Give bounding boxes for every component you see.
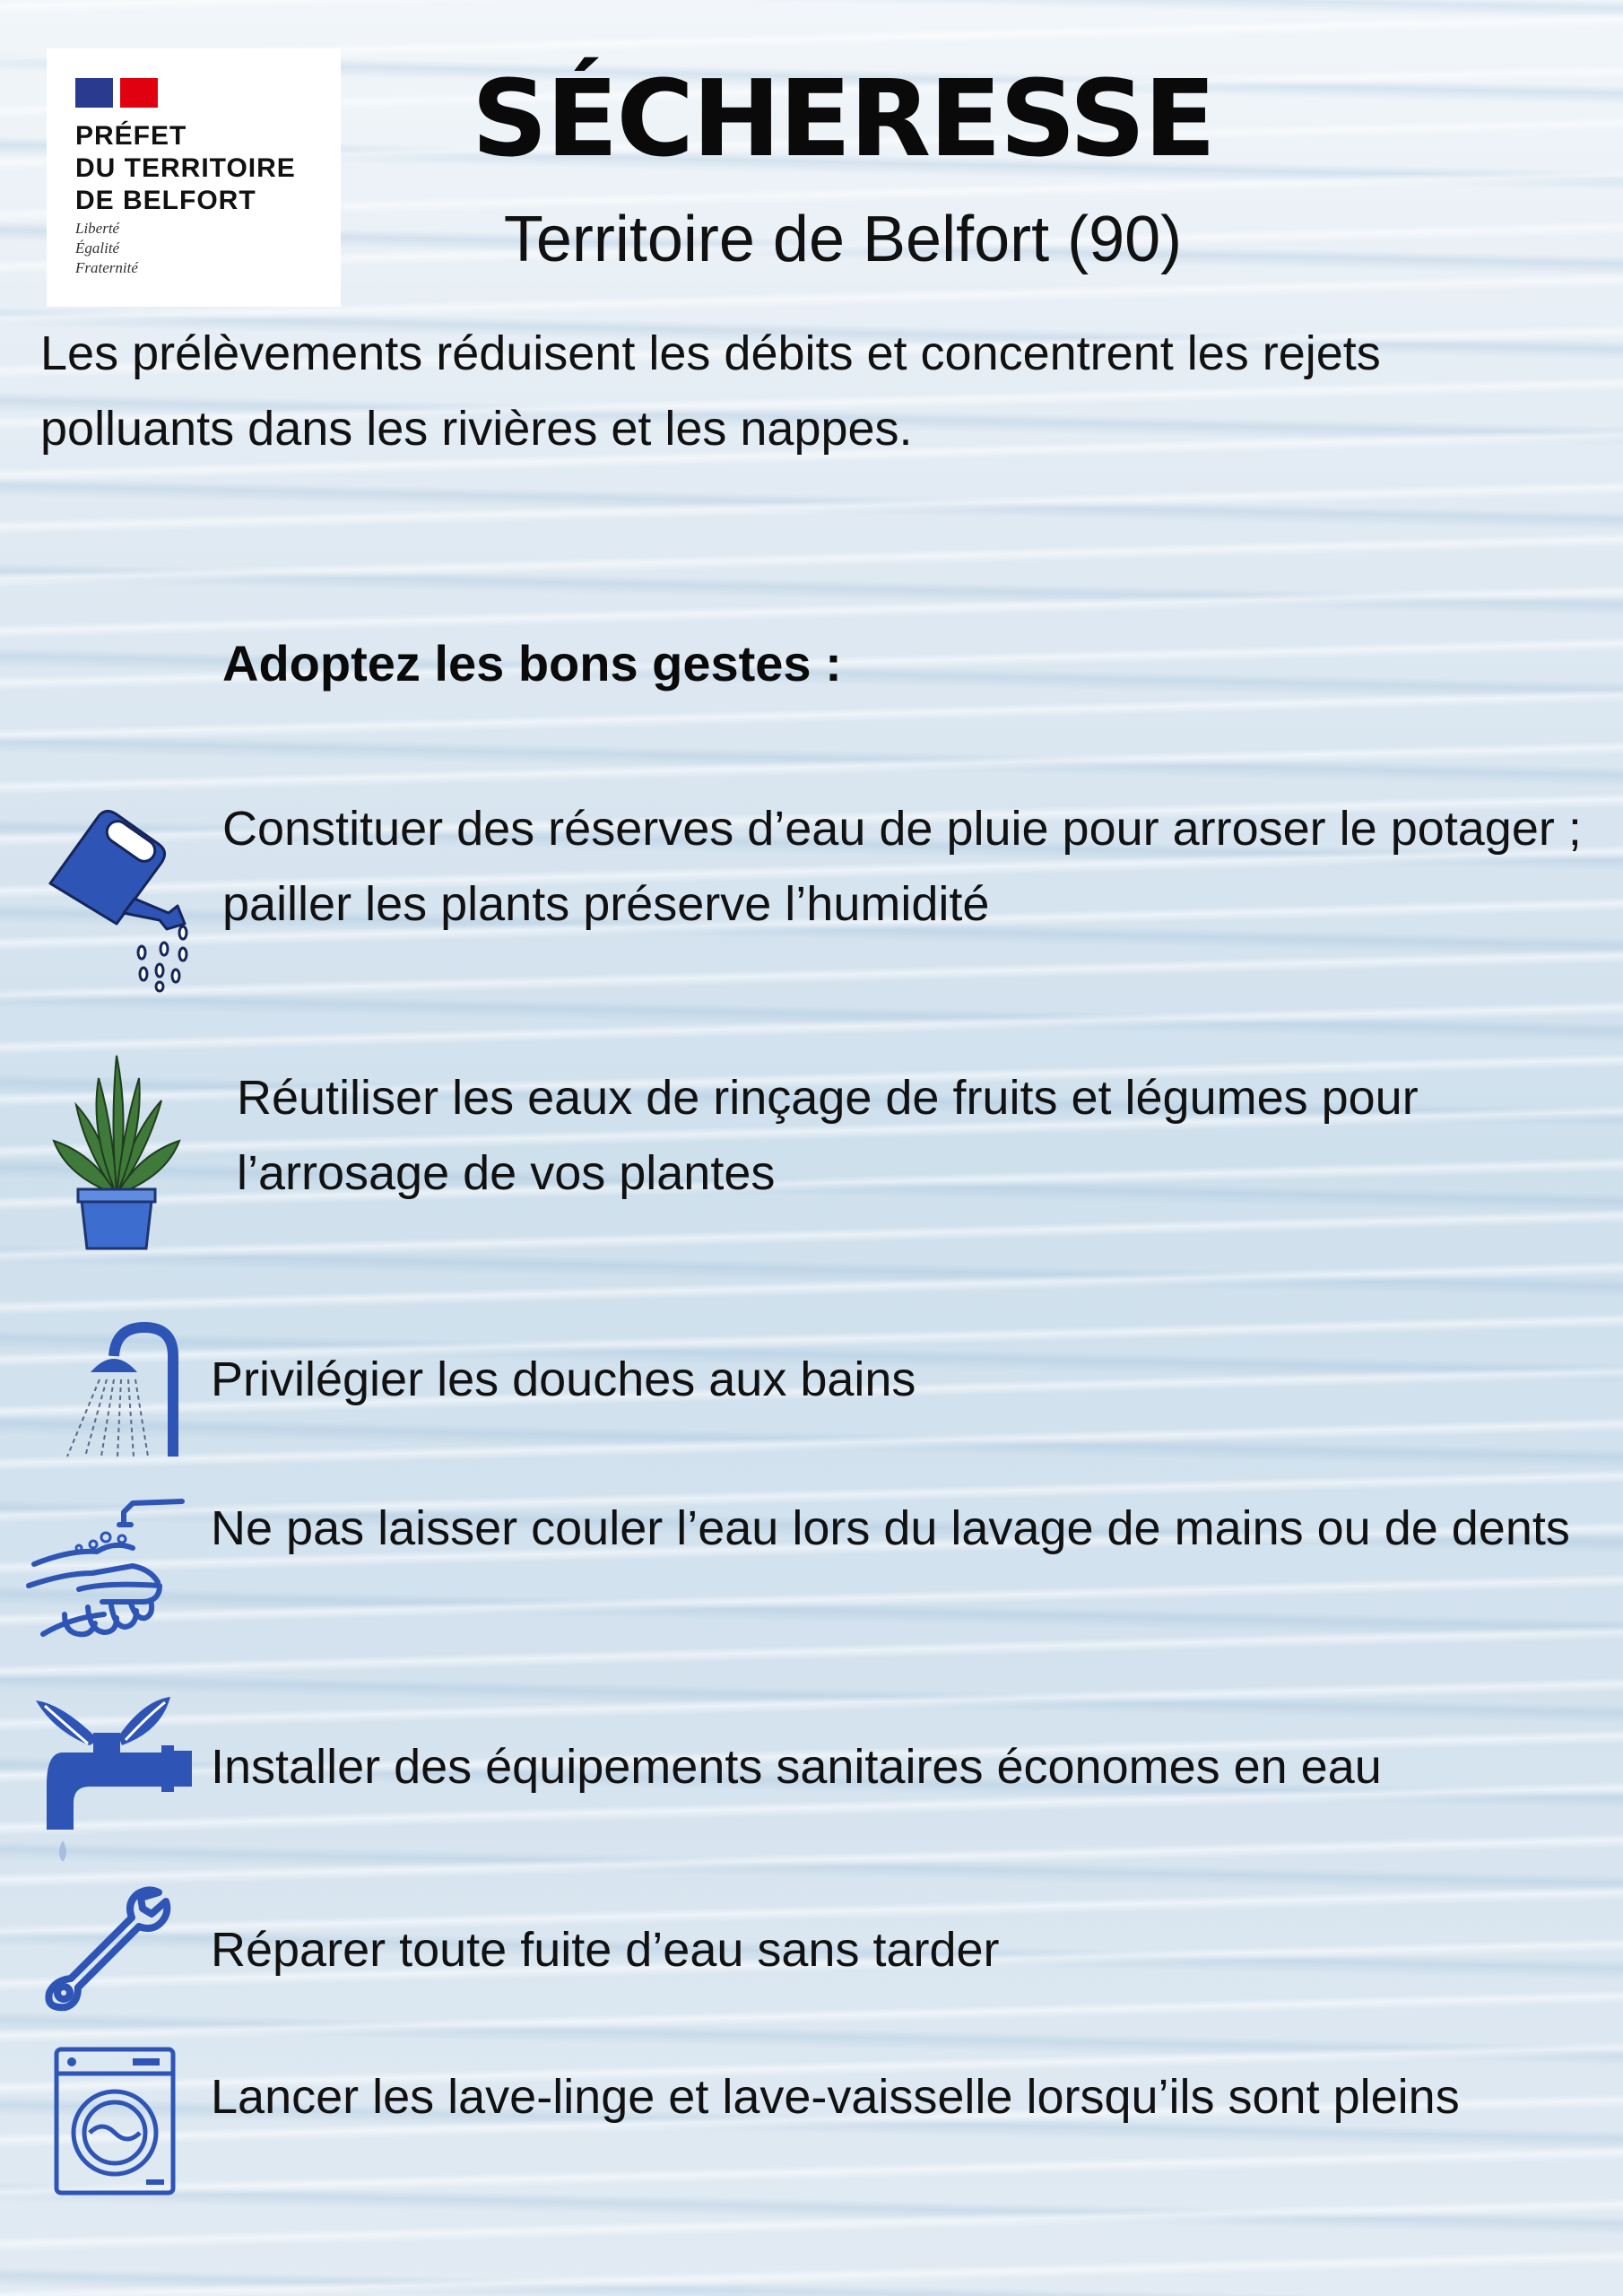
hand-washing-icon [25, 1496, 187, 1657]
page-title: SÉCHERESSE [471, 57, 1215, 180]
tip-reuse-rinse-water: Réutiliser les eaux de rinçage de fruits et légumes pour l’arrosage de vos plantes [237, 1071, 1419, 1200]
french-flag-icon [75, 78, 158, 108]
tip-repair-leaks: Réparer toute fuite d’eau sans tarder [211, 1923, 1000, 1977]
watering-can-icon [34, 798, 195, 996]
potted-plant-icon [49, 1051, 184, 1253]
washing-machine-icon [52, 2047, 178, 2199]
section-heading: Adoptez les bons gestes : [222, 635, 842, 691]
republic-motto: Liberté Égalité Fraternité [75, 220, 138, 276]
tip-rainwater: Constituer des réserves d’eau de pluie pour arroser le potager ; pailler les plants préserve l’humidité [222, 802, 1582, 931]
eco-faucet-icon [36, 1695, 197, 1866]
tip-tap-off: Ne pas laisser couler l’eau lors du lavage de mains ou de dents [211, 1501, 1570, 1555]
page-subtitle: Territoire de Belfort (90) [503, 204, 1183, 275]
tip-efficient-fixtures: Installer des équipements sanitaires économes en eau [211, 1740, 1382, 1794]
prefecture-name: PRÉFET DU TERRITOIRE DE BELFORT [75, 121, 296, 215]
intro-text: Les prélèvements réduisent les débits et concentrent les rejets polluants dans les rivières et les nappes. [40, 326, 1381, 456]
tip-showers: Privilégier les douches aux bains [211, 1352, 916, 1406]
wrench-icon [40, 1882, 175, 2012]
prefecture-logo [47, 48, 341, 307]
shower-icon [58, 1320, 184, 1459]
tip-full-loads: Lancer les lave-linge et lave-vaisselle lorsqu’ils sont pleins [211, 2070, 1460, 2124]
